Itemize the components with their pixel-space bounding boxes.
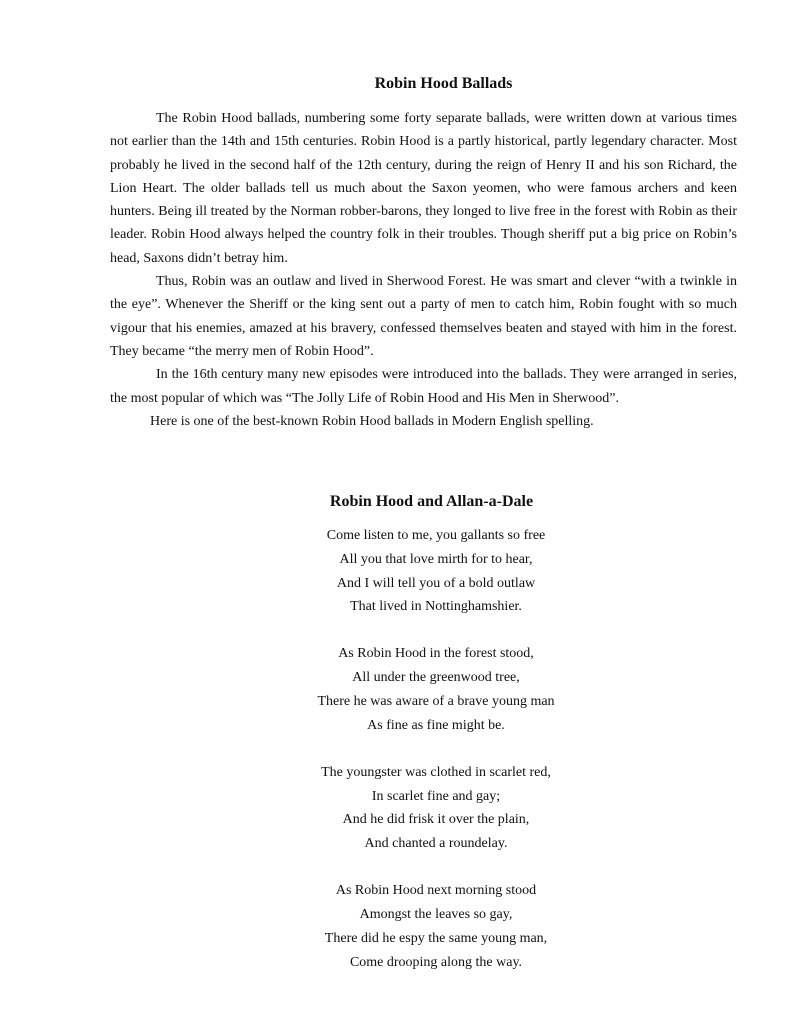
document-title: Robin Hood Ballads xyxy=(374,75,513,92)
verse-line: All under the greenwood tree, xyxy=(352,670,520,686)
verse-line: The youngster was clothed in scarlet red, xyxy=(321,764,551,780)
stanza-3 xyxy=(236,761,636,856)
intro-section xyxy=(110,107,737,433)
verse-line: There did he espy the same young man, xyxy=(324,930,548,946)
intro-paragraph-3: In the 16th century many new episodes were introduced into the ballads. They were arranged in series, the most popular of which was “The Jolly Life of Robin Hood and His Men in Sherwood”. xyxy=(110,367,737,406)
verse-line: There he was aware of a brave young man xyxy=(317,693,555,709)
stanza-4 xyxy=(236,879,636,974)
verse-line: That lived in Nottinghamshier. xyxy=(350,599,522,615)
verse-line: And he did frisk it over the plain, xyxy=(342,812,530,828)
verse-line: In scarlet fine and gay; xyxy=(371,788,501,804)
verse-line: And chanted a roundelay. xyxy=(364,836,508,852)
stanza-2 xyxy=(236,642,636,737)
verse-line: As fine as fine might be. xyxy=(367,717,505,733)
ballad-title: Robin Hood and Allan-a-Dale xyxy=(329,493,534,510)
verse-line: As Robin Hood next morning stood xyxy=(335,883,537,899)
verse-line: All you that love mirth for to hear, xyxy=(339,551,533,567)
verse-line: Come listen to me, you gallants so free xyxy=(326,528,546,543)
verse-line: Come drooping along the way. xyxy=(349,954,523,970)
verse-line: And I will tell you of a bold outlaw xyxy=(336,575,536,591)
verse-line: Amongst the leaves so gay, xyxy=(359,906,513,922)
intro-paragraph-1: The Robin Hood ballads, numbering some forty separate ballads, were written down at various times not earlier than the 14th and 15th centuries. Robin Hood is a partly historical, partly legendary character. Most probably he lived in the second half of the 12th century, during the reign of Henry II and his son Richard, the Lion Heart. The older ballads tell us much about the Saxon yeomen, who were famous archers and keen hunters. Being ill treated by the Norman robber-barons, they longed to live free in the forest with Robin as their leader. Robin Hood always helped the country folk in their troubles. Though sheriff put a big price on Robin’s head, Saxons didn’t betray him. xyxy=(110,111,737,266)
verse-line: As Robin Hood in the forest stood, xyxy=(338,646,534,662)
intro-paragraph-4: Here is one of the best-known Robin Hood ballads in Modern English spelling. xyxy=(150,413,594,429)
ballad-poem xyxy=(236,524,636,998)
intro-paragraph-2: Thus, Robin was an outlaw and lived in Sherwood Forest. He was smart and clever “with a twinkle in the eye”. Whenever the Sheriff or the king sent out a party of men to catch him, Robin fought with so much vigour that his enemies, amazed at his bravery, confessed themselves beaten and stayed with him in the forest. They became “the merry men of Robin Hood”. xyxy=(110,274,737,359)
stanza-1 xyxy=(236,524,636,619)
